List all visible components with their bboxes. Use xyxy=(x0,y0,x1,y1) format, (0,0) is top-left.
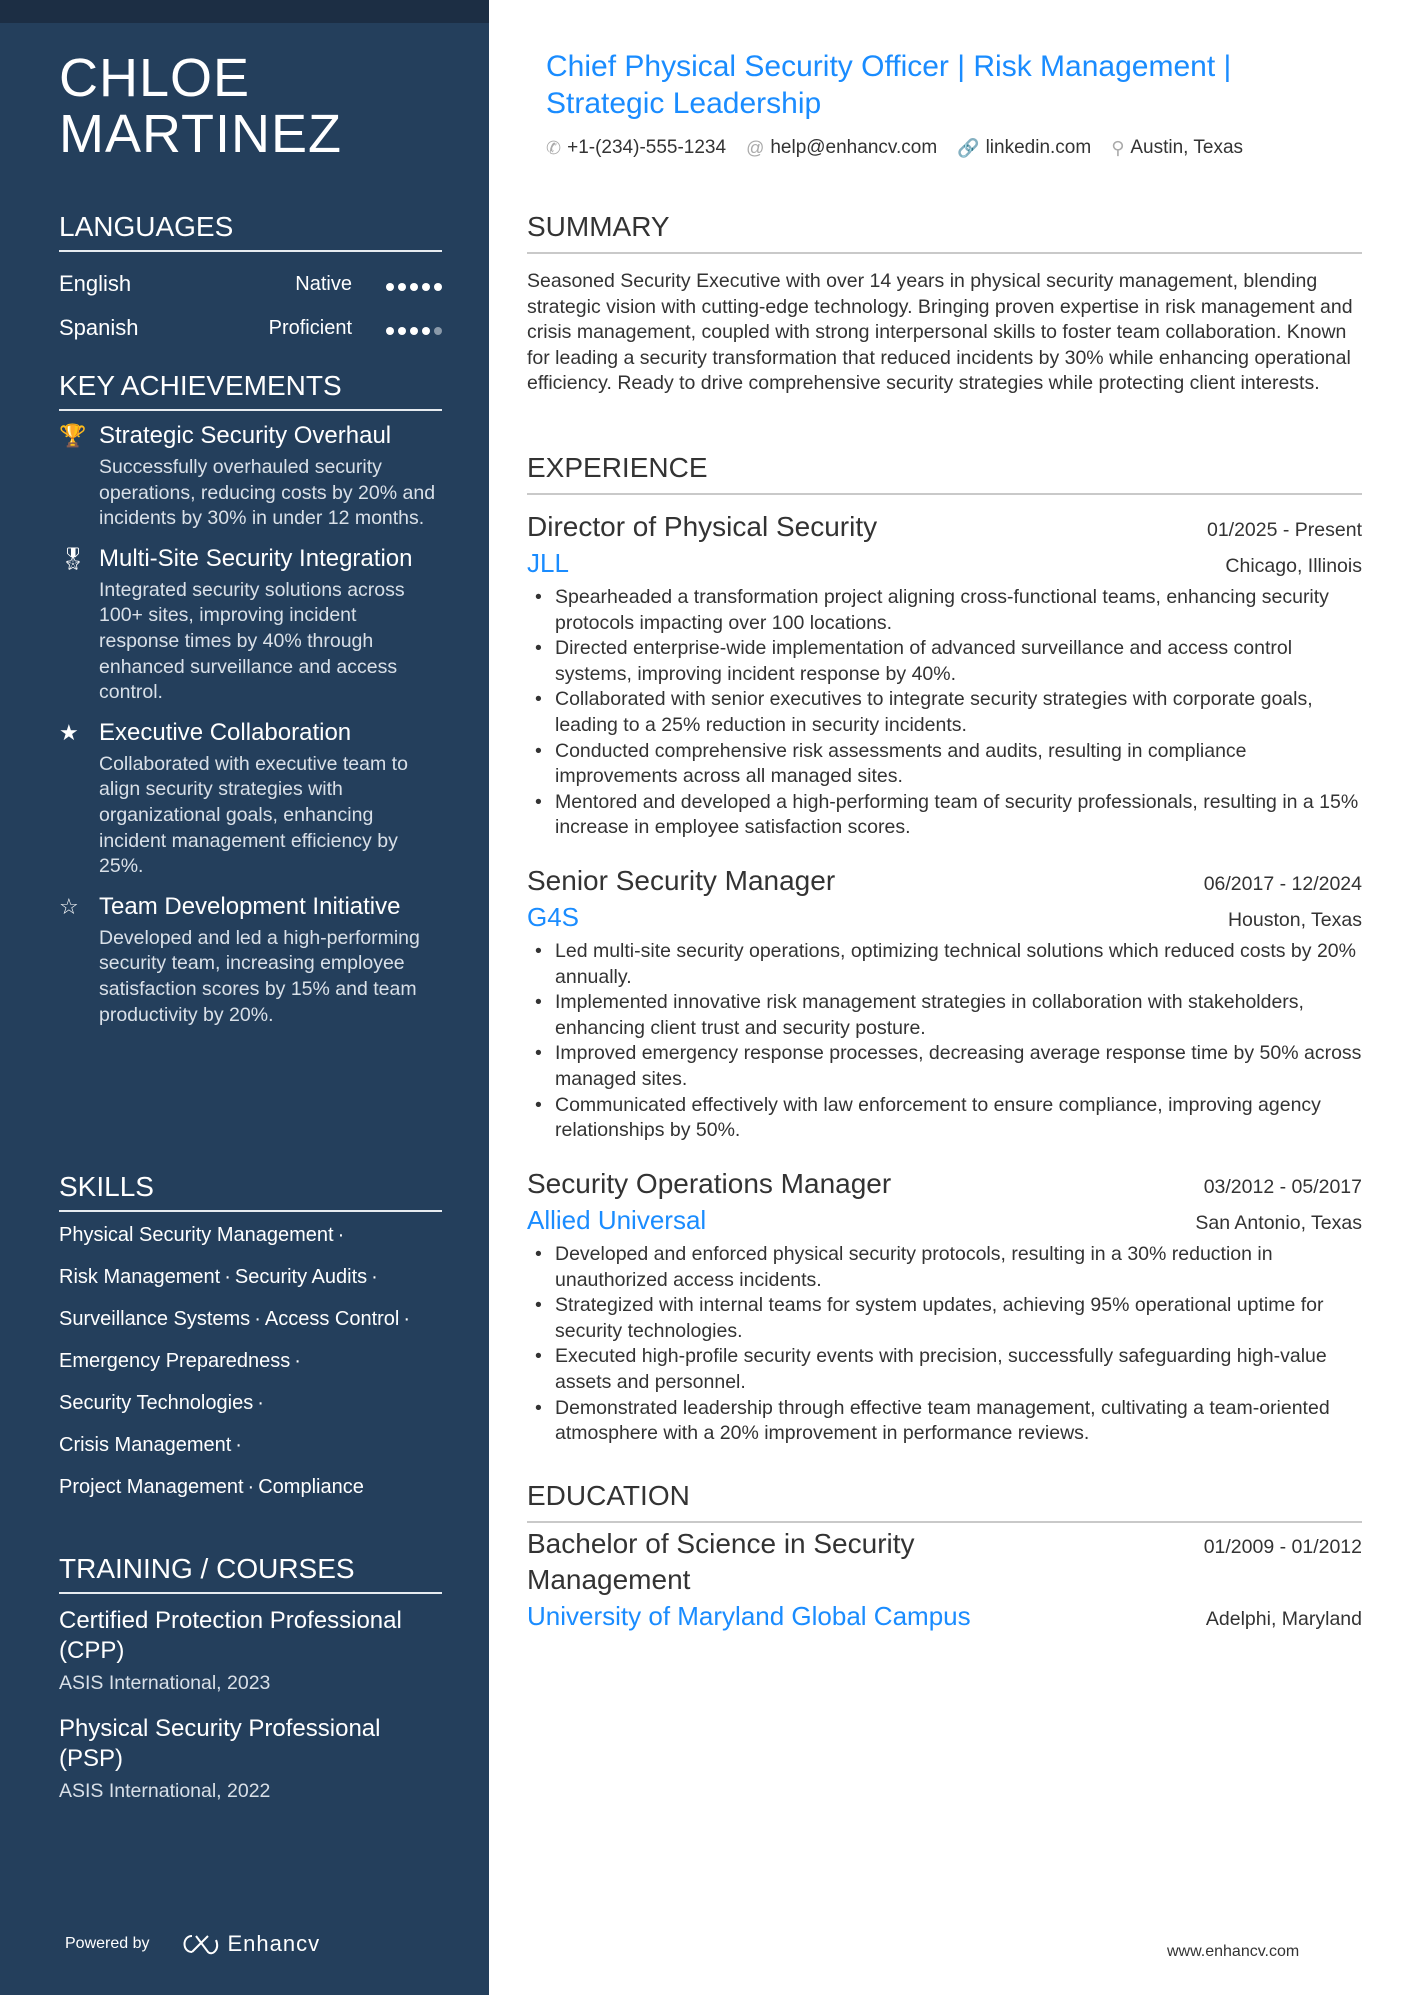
course-provider: ASIS International, 2023 xyxy=(59,1672,271,1694)
bullet-item: • Communicated effectively with law enforcement to ensure compliance, improving agency relationships by 50%. xyxy=(527,1093,1362,1144)
first-name: CHLOE xyxy=(59,48,251,108)
skill-tag: Project Management xyxy=(59,1476,244,1498)
job-header xyxy=(527,863,1362,899)
job-subheader xyxy=(527,899,1362,935)
training-heading: TRAINING / COURSES xyxy=(59,1552,442,1594)
job-location: Chicago, Illinois xyxy=(1225,555,1362,577)
achievement-desc: Successfully overhauled security operations, reducing costs by 20% and incidents by 30% in under 12 months. xyxy=(99,456,436,530)
job-subheader xyxy=(527,1202,1362,1238)
skill-row xyxy=(59,1348,442,1390)
achievements-heading: KEY ACHIEVEMENTS xyxy=(59,369,442,411)
rating-dot xyxy=(422,327,430,335)
achievement-item xyxy=(59,421,442,532)
language-rating xyxy=(382,315,442,341)
achievement-body xyxy=(99,718,442,880)
language-level: Native xyxy=(295,272,352,295)
achievement-title: Multi-Site Security Integration xyxy=(99,544,413,572)
separator-dot: · xyxy=(403,1308,411,1330)
course-title: Physical Security Professional (PSP) xyxy=(59,1715,381,1772)
rating-dot xyxy=(398,327,406,335)
job-header xyxy=(527,1166,1362,1202)
skill-tag: Security Technologies xyxy=(59,1392,254,1414)
job-title: Senior Security Manager xyxy=(527,865,836,896)
languages-heading: LANGUAGES xyxy=(59,210,442,252)
education-location: Adelphi, Maryland xyxy=(1205,1608,1362,1630)
rating-dot xyxy=(386,283,394,291)
skill-tag: Security Audits xyxy=(234,1266,368,1288)
skill-row xyxy=(59,1432,442,1474)
company-name[interactable]: G4S xyxy=(527,902,580,932)
bullet-item: • Conducted comprehensive risk assessments and audits, resulting in compliance improvements across all managed sites. xyxy=(527,739,1362,790)
contact-text: Austin, Texas xyxy=(1130,137,1244,158)
top-band xyxy=(0,0,489,23)
bullet-item: • Improved emergency response processes, decreasing average response time by 50% across managed sites. xyxy=(527,1041,1362,1092)
achievement-item xyxy=(59,544,442,706)
bullet-item: • Led multi-site security operations, optimizing technical solutions which reduced costs by 20% annually. xyxy=(527,939,1362,990)
education-dates: 01/2009 - 01/2012 xyxy=(1203,1536,1362,1558)
phone-icon: ✆ xyxy=(546,137,562,158)
enhancv-logo[interactable] xyxy=(178,1931,321,1957)
rating-dot xyxy=(410,283,418,291)
job-title: Director of Physical Security xyxy=(527,511,878,542)
job-location: San Antonio, Texas xyxy=(1195,1212,1362,1234)
bullet-item: • Directed enterprise-wide implementation of advanced surveillance and access control systems, improving incident response by 40%. xyxy=(527,636,1362,687)
location-icon: ⚲ xyxy=(1111,137,1125,158)
separator-dot: · xyxy=(224,1266,231,1288)
contact-text: help@enhancv.com xyxy=(770,137,938,158)
headline: Chief Physical Security Officer | Risk Management | Strategic Leadership xyxy=(546,50,1232,120)
job-title: Security Operations Manager xyxy=(527,1168,892,1199)
contact-text: +1-(234)-555-1234 xyxy=(567,137,727,158)
job-dates: 01/2025 - Present xyxy=(1206,519,1362,541)
rating-dot xyxy=(386,327,394,335)
language-row xyxy=(59,306,442,350)
achievement-item xyxy=(59,718,442,880)
company-name[interactable]: Allied Universal xyxy=(527,1205,707,1235)
bullet-item: • Implemented innovative risk management strategies in collaboration with stakeholders, enhancing client trust and security posture. xyxy=(527,990,1362,1041)
language-name: Spanish xyxy=(59,315,139,340)
achievement-desc: Collaborated with executive team to align security strategies with organizational goals, enhancing incident management efficiency by 25%. xyxy=(99,752,408,878)
skill-tag: Emergency Preparedness xyxy=(59,1350,291,1372)
separator-dot: · xyxy=(294,1350,301,1372)
job-bullets xyxy=(527,585,1362,841)
separator-dot: · xyxy=(247,1476,255,1498)
bullet-item: • Developed and enforced physical security protocols, resulting in a 30% reduction in unauthorized access incidents. xyxy=(527,1242,1362,1293)
job-location: Houston, Texas xyxy=(1227,909,1362,931)
bullet-item: • Spearheaded a transformation project aligning cross-functional teams, enhancing security protocols impacting over 100 locations. xyxy=(527,585,1362,636)
job-dates: 03/2012 - 05/2017 xyxy=(1203,1176,1362,1198)
language-row xyxy=(59,262,442,306)
achievement-item xyxy=(59,892,442,1028)
contact-text: linkedin.com xyxy=(985,137,1092,158)
job-entry xyxy=(527,1166,1362,1447)
bullet-item: • Demonstrated leadership through effective team management, cultivating a team-oriented atmosphere with a 20% improvement in performance reviews. xyxy=(527,1396,1362,1447)
achievement-title: Executive Collaboration xyxy=(99,718,352,746)
skills-heading: SKILLS xyxy=(59,1170,442,1212)
job-entry xyxy=(527,863,1362,1144)
powered-by-label: Powered by xyxy=(65,1935,150,1952)
job-bullets xyxy=(527,1242,1362,1447)
skill-row xyxy=(59,1306,442,1348)
job-entry xyxy=(527,509,1362,841)
course-provider: ASIS International, 2022 xyxy=(59,1780,271,1802)
education-heading: EDUCATION xyxy=(527,1479,1362,1523)
skill-tag: Risk Management xyxy=(59,1266,221,1288)
bullet-item: • Strategized with internal teams for system updates, achieving 95% operational uptime for security technologies. xyxy=(527,1293,1362,1344)
skill-tag: Physical Security Management xyxy=(59,1224,334,1246)
achievement-body xyxy=(99,892,442,1028)
footer-url[interactable]: www.enhancv.com xyxy=(1167,1943,1300,1960)
school[interactable]: University of Maryland Global Campus xyxy=(527,1601,971,1631)
achievement-body xyxy=(99,544,442,706)
rating-dot xyxy=(398,283,406,291)
job-bullets xyxy=(527,939,1362,1144)
achievement-title: Strategic Security Overhaul xyxy=(99,422,392,449)
bullet-item: • Executed high-profile security events with precision, successfully safeguarding high-value assets and personnel. xyxy=(527,1344,1362,1395)
achievement-desc: Integrated security solutions across 100+ sites, improving incident response times by 40% through enhanced surveillance and access control. xyxy=(99,578,405,704)
star-outline-icon: ☆ xyxy=(59,893,79,919)
candidate-name xyxy=(59,50,442,162)
skill-tag: Surveillance Systems xyxy=(59,1308,251,1330)
bullet-item: • Mentored and developed a high-performing team of security professionals, resulting in a 15% increase in employee satisfaction scores. xyxy=(527,790,1362,841)
star-icon: ★ xyxy=(59,719,79,745)
brand-name: Enhancv xyxy=(227,1931,321,1956)
award-ribbon-icon: 🎖 xyxy=(59,545,87,571)
contact-item[interactable] xyxy=(546,137,726,159)
rating-dot xyxy=(422,283,430,291)
separator-dot: · xyxy=(337,1224,345,1246)
achievement-desc: Developed and led a high-performing security team, increasing employee satisfaction scores by 15% and team productivity by 20%. xyxy=(99,926,420,1026)
powered-by xyxy=(65,1931,320,1957)
contact-item[interactable] xyxy=(957,137,1091,159)
sidebar xyxy=(0,0,489,1995)
enhancv-logo-icon xyxy=(178,1932,222,1956)
skill-row xyxy=(59,1264,442,1306)
achievement-title: Team Development Initiative xyxy=(99,892,401,920)
last-name: MARTINEZ xyxy=(59,104,343,164)
separator-dot: · xyxy=(254,1308,261,1330)
separator-dot: · xyxy=(257,1392,264,1414)
achievement-body xyxy=(99,421,442,532)
skill-row xyxy=(59,1390,442,1432)
experience-heading: EXPERIENCE xyxy=(527,451,1362,495)
company-name[interactable]: JLL xyxy=(527,548,569,578)
summary-text: Seasoned Security Executive with over 14 years in physical security management, blending strategic vision with cutting-edge technology. Bringing proven expertise in risk management and crisis management, coupled with strong interpersonal skills to foster team collaboration. Known for leading a security transformation that reduced incidents by 30% while enhancing operational efficiency. Ready to drive comprehensive security strategies while protecting client interests. xyxy=(527,270,1353,395)
skills-section xyxy=(59,1170,442,1516)
language-level: Proficient xyxy=(268,316,352,339)
achievements-section xyxy=(59,369,442,1040)
skill-row xyxy=(59,1474,442,1516)
skill-tag: Access Control xyxy=(264,1308,400,1330)
at-icon: @ xyxy=(746,137,765,158)
contact-item[interactable] xyxy=(746,137,937,159)
language-rating xyxy=(382,271,442,297)
link-icon: 🔗 xyxy=(957,137,980,158)
language-name: English xyxy=(59,271,132,296)
job-dates: 06/2017 - 12/2024 xyxy=(1203,873,1362,895)
separator-dot: · xyxy=(371,1266,378,1288)
bullet-item: • Collaborated with senior executives to integrate security strategies with corporate goals, leading to a 25% reduction in security incidents. xyxy=(527,687,1362,738)
job-subheader xyxy=(527,545,1362,581)
contact-bar xyxy=(546,137,1263,159)
degree: Bachelor of Science in Security Management xyxy=(527,1528,915,1595)
rating-dot xyxy=(434,283,442,291)
skill-tag: Crisis Management xyxy=(59,1434,232,1456)
languages-section xyxy=(59,210,442,350)
trophy-icon: 🏆 xyxy=(59,423,87,448)
rating-dot xyxy=(434,327,442,335)
job-header xyxy=(527,509,1362,545)
rating-dot xyxy=(410,327,418,335)
separator-dot: · xyxy=(235,1434,242,1456)
training-section xyxy=(59,1552,442,1822)
contact-item[interactable] xyxy=(1111,137,1243,159)
education-entry xyxy=(527,1526,1362,1634)
skill-row xyxy=(59,1222,442,1264)
summary-heading: SUMMARY xyxy=(527,210,1362,254)
course-title: Certified Protection Professional (CPP) xyxy=(59,1607,402,1664)
skill-tag: Compliance xyxy=(258,1476,364,1498)
